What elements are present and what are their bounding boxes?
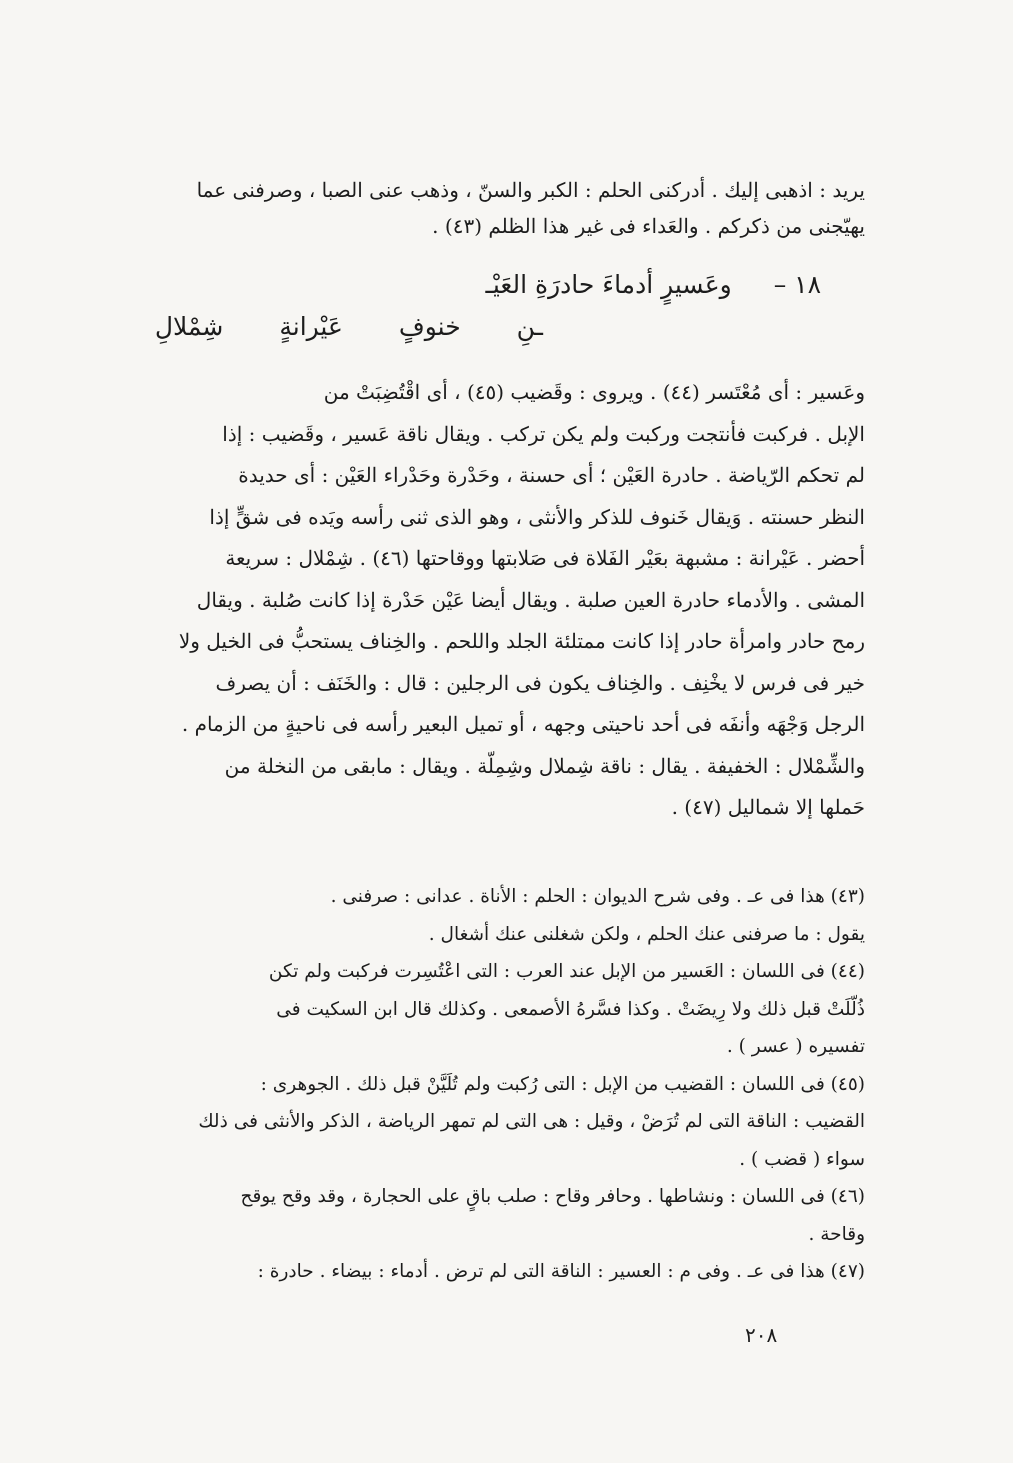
verse-hemistich-1: وعَسيرٍ أدماءَ حادرَةِ العَيْـ bbox=[485, 270, 732, 299]
footnote-line: ذُلّلَتْ قبل ذلك ولا رِيضَتْ . وكذا فسَّرهُ الأصمعى . وكذلك قال ابن السكيت فى bbox=[276, 998, 865, 1020]
footnote-line: القضيب : الناقة التى لم تُرَضْ ، وقيل : هى التى لم تمهر الرياضة ، الذكر والأنثى فى ذلك bbox=[198, 1111, 865, 1132]
intro-line: يريد : اذهبى إليك . أدركنى الحلم : الكبر والسنّ ، وذهب عنى الصبا ، وصرفنى عما bbox=[196, 178, 865, 202]
verse-word: عَيْرانةٍ bbox=[279, 312, 343, 341]
footnote-line: (٤٥) فى اللسان : القضيب من الإبل : التى رُكبت ولم تُلَيَّنْ قبل ذلك . الجوهرى : bbox=[260, 1073, 865, 1095]
intro-line: يهيّجنى من ذكركم . والعَداء فى غير هذا الظلم (٤٣) . bbox=[432, 214, 865, 238]
commentary-line: خير فى فرس لا يخْنِف . والخِناف يكون فى الرجلين : قال : والخَنَف : أن يصرف bbox=[215, 670, 865, 695]
commentary-line: لم تحكم الرّياضة . حادرة العَيْن ؛ أى حسنة ، وحَدْرة وحَدْراء العَيْن : أى حديدة bbox=[238, 463, 865, 487]
commentary-line: النظر حسنته . وَيقال خَنوف للذكر والأنثى ، وهو الذى ثنى رأسه ويَده فى شقٍّ إذا bbox=[209, 504, 865, 529]
verse-word: شِمْلالِ bbox=[154, 312, 224, 341]
footnote-line: يقول : ما صرفنى عنك الحلم ، ولكن شغلنى عنك أشغال . bbox=[428, 923, 865, 945]
commentary-line: أحضر . عَيْرانة : مشبهة بعَيْر الفَلاة فى صَلابتها ووقاحتها (٤٦) . شِمْلال : سريعة bbox=[225, 546, 865, 570]
footnotes-section bbox=[150, 878, 865, 1291]
verse-word: خنوفٍ bbox=[398, 312, 461, 341]
footnote-line: سواء ( قضب ) . bbox=[739, 1148, 865, 1170]
footnote-line: وقاحة . bbox=[808, 1223, 865, 1245]
commentary-paragraph bbox=[150, 372, 865, 829]
commentary-line: الرجل وَجْهَه وأنفَه فى أحد ناحيتى وجهه ، أو تميل البعير رأسه فى ناحيةٍ من الزمام . bbox=[181, 712, 865, 736]
commentary-line: رمح حادر وامرأة حادر إذا كانت ممتلئة الجلد واللحم . والخِناف يستحبُّ فى الخيل ولا bbox=[178, 629, 865, 653]
footnote-line: (٤٤) فى اللسان : العَسير من الإبل عند العرب : التى اعْتُسِرت فركبت ولم تكن bbox=[268, 961, 865, 982]
verse-first-hemistich bbox=[486, 270, 821, 299]
commentary-line: وعَسير : أى مُعْتَسر (٤٤) . ويروى : وقَضيب (٤٥) ، أى اقْتُضِبَتْ من bbox=[323, 380, 865, 404]
footnote-line: (٤٧) هذا فى عـ . وفى م : العسير : الناقة التى لم ترض . أدماء : بيضاء . حادرة : bbox=[257, 1261, 865, 1282]
commentary-line: المشى . والأدماء حادرة العين صلبة . ويقال أيضا عَيْن حَدْرة إذا كانت صُلبة . ويقال bbox=[196, 587, 865, 612]
verse-word: ـنِ bbox=[516, 312, 543, 341]
intro-paragraph bbox=[150, 172, 865, 244]
commentary-line: حَملها إلا شماليل (٤٧) . bbox=[671, 795, 865, 819]
footnote-line: (٤٦) فى اللسان : ونشاطها . وحافر وقاح : صلب باقٍ على الحجارة ، وقد وقح يوقح bbox=[240, 1186, 865, 1207]
verse-second-hemistich bbox=[107, 312, 543, 341]
footnote-line: (٤٣) هذا فى عـ . وفى شرح الديوان : الحلم : الأناة . عدانى : صرفنى . bbox=[330, 886, 865, 907]
commentary-line: الإبل . فركبت فأنتجت وركبت ولم يكن تركب . ويقال ناقة عَسير ، وقَضيب : إذا bbox=[222, 421, 865, 446]
verse-number: ١٨ – bbox=[773, 270, 821, 299]
footnote-line: تفسيره ( عسر ) . bbox=[726, 1036, 865, 1057]
page-number: ٢٠٨ bbox=[745, 1323, 778, 1347]
commentary-line: والشِّمْلال : الخفيفة . يقال : ناقة شِملال وشِمِلّة . ويقال : مابقى من النخلة من bbox=[224, 753, 865, 778]
